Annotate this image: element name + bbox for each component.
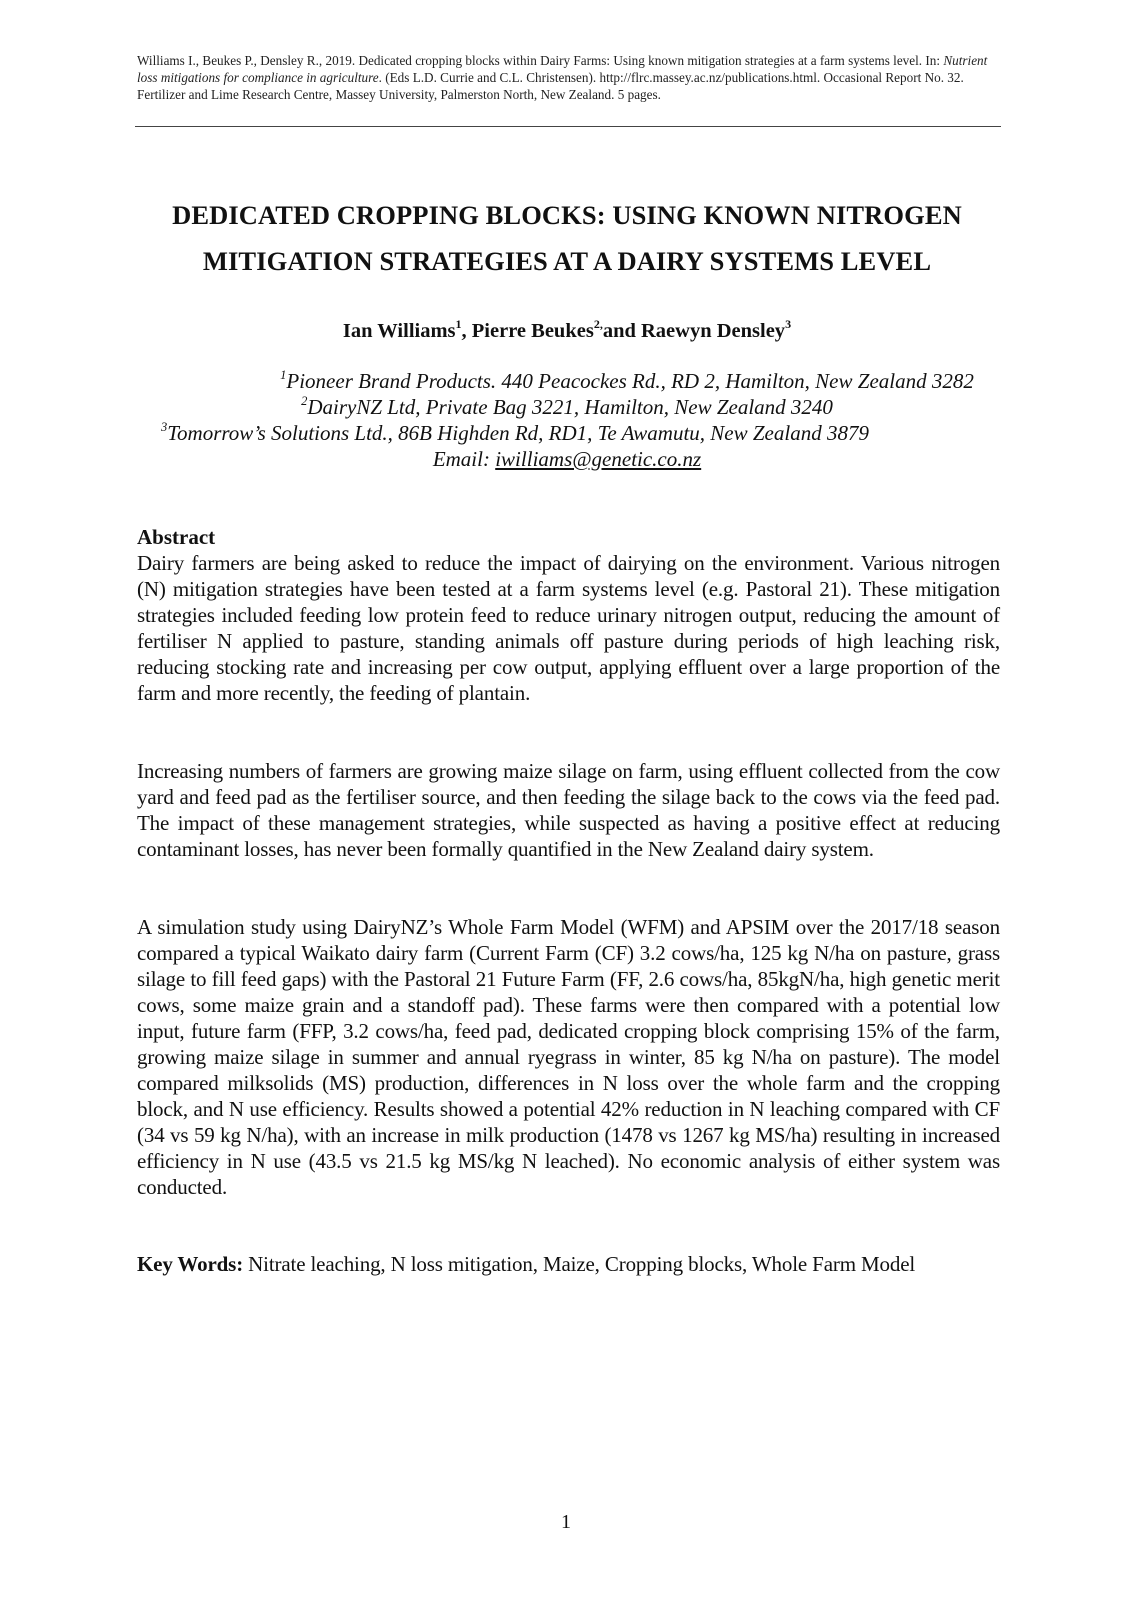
affiliation-2 (100, 394, 1034, 420)
author-list (100, 318, 1034, 344)
contact-email (100, 446, 1034, 472)
author-separator: and (602, 320, 641, 342)
affiliation-number: 1 (280, 368, 287, 382)
author-name: Ian Williams (342, 320, 456, 342)
abstract-paragraph: A simulation study using DairyNZ’s Whole Farm Model (WFM) and APSIM over the 2017/18 season compared a typical Waikato dairy farm (Current Farm (CF) 3.2 cows/ha, 125 kg N/ha on pasture, grass silage to fill feed gaps) with the Pastoral 21 Future Farm (FF, 2.6 cows/ha, 85kgN/ha, high genetic merit cows, some maize grain and a standoff pad). These farms were then compared with a potential low input, future farm (FFP, 3.2 cows/ha, feed pad, dedicated cropping block comprising 15% of the farm, growing maize silage in summer and annual ryegrass in winter, 85 kg N/ha on pasture). The model compared milksolids (MS) production, differences in N loss over the whole farm and the cropping block, and N use efficiency. Results showed a potential 42% reduction in N leaching compared with CF (34 vs 59 kg N/ha), with an increase in milk production (1478 vs 1267 kg MS/ha) resulting in increased efficiency in N use (43.5 vs 21.5 kg MS/kg N leached). No economic analysis of either system was conducted. (137, 915, 1000, 1199)
abstract-paragraph: Dairy farmers are being asked to reduce the impact of dairying on the environment. Various nitrogen (N) mitigation strategies have been tested at a farm systems level (e.g. Pastoral 21). These mitigation strategies included feeding low protein feed to reduce urinary nitrogen output, reducing the amount of fertiliser N applied to pasture, standing animals off pasture during periods of high leaching risk, reducing stocking rate and increasing per cow output, applying effluent over a large proportion of the farm and more recently, the feeding of plantain. (137, 551, 1000, 705)
email-label: Email: (432, 447, 496, 471)
citation-book-title: Nutrient loss mitigations for compliance in agriculture (137, 53, 988, 85)
author-separator: , (461, 320, 472, 342)
citation-text: Williams I., Beukes P., Densley R., 2019. Dedicated cropping blocks within Dairy Farms: Using known mitigation strategies at a farm systems level. In: (137, 53, 944, 68)
author-affiliation-mark: 1 (455, 317, 462, 331)
abstract-heading: Abstract (137, 525, 216, 549)
citation-text-rest: . (Eds L.D. Currie and C.L. Christensen). http://flrc.massey.ac.nz/publications.html. Occasional Report No. 32. Fertilizer and Lime Research Centre, Massey University, Palmerston North, New Zealand. 5 pages. (137, 70, 964, 102)
affiliation-text: Tomorrow’s Solutions Ltd., 86B Highden Rd, RD1, Te Awamutu, New Zealand 3879 (167, 421, 869, 445)
title-line-2: MITIGATION STRATEGIES AT A DAIRY SYSTEMS LEVEL (202, 246, 932, 276)
affiliation-number: 2 (301, 394, 308, 408)
header-rule (135, 126, 1001, 127)
author-affiliation-mark: 2, (593, 317, 603, 331)
keywords (137, 1251, 1000, 1277)
keywords-text: Nitrate leaching, N loss mitigation, Maize, Cropping blocks, Whole Farm Model (243, 1252, 916, 1276)
email-link[interactable]: iwilliams@genetic.co.nz (495, 447, 702, 471)
page-number: 1 (561, 1511, 571, 1533)
keywords-label: Key Words: (137, 1252, 244, 1276)
affiliation-number: 3 (161, 420, 168, 434)
paper-title (100, 192, 1034, 284)
affiliation-text: DairyNZ Ltd, Private Bag 3221, Hamilton, New Zealand 3240 (307, 395, 833, 419)
citation-header (137, 52, 999, 103)
affiliation-3 (100, 420, 1034, 446)
author-affiliation-mark: 3 (785, 317, 792, 331)
affiliation-text: Pioneer Brand Products. 440 Peacockes Rd., RD 2, Hamilton, New Zealand 3282 (286, 369, 974, 393)
author-name: Raewyn Densley (641, 320, 786, 342)
abstract-paragraph: Increasing numbers of farmers are growing maize silage on farm, using effluent collected from the cow yard and feed pad as the fertiliser source, and then feeding the silage back to the cows via the feed pad. The impact of these management strategies, while suspected as having a positive effect at reducing contaminant losses, has never been formally quantified in the New Zealand dairy system. (137, 759, 1000, 861)
affiliation-1 (100, 368, 1034, 394)
title-line-1: DEDICATED CROPPING BLOCKS: USING KNOWN NITROGEN (172, 200, 962, 230)
author-name: Pierre Beukes (471, 320, 594, 342)
